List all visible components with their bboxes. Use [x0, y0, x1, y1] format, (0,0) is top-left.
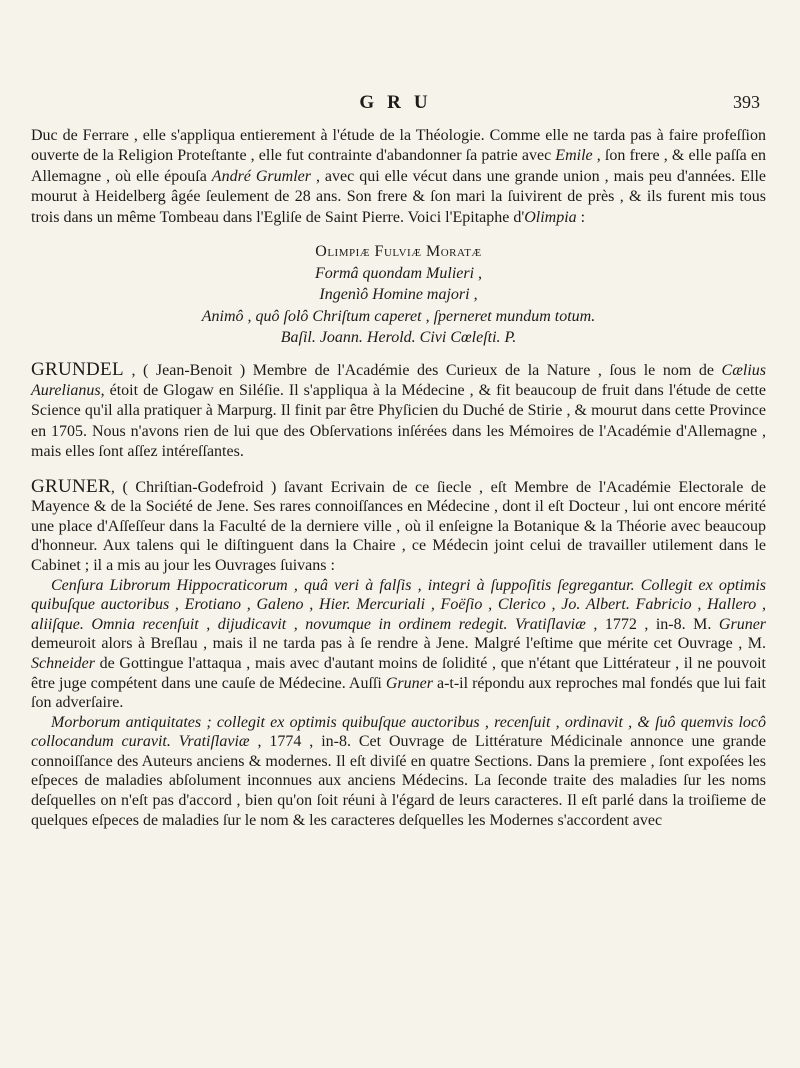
epitaph-line: Animô , quô ſolô Chriſtum caperet , ſperneret mundum totum. — [201, 307, 596, 325]
work-text: a-t-il répondu aux reproches mal fondés que lui fait ſon adverſaire. — [31, 674, 767, 712]
spacer — [31, 463, 766, 477]
headword-gruner: GRUNER — [31, 475, 111, 497]
name-schneider: Schneider — [31, 654, 95, 672]
work-text: , 1772 , in-8. M. — [585, 615, 719, 633]
page-number: 393 — [733, 92, 760, 112]
intro-text: Duc de Ferrare , elle s'appliqua entierement à l'étude de la Théologie. Comme elle ne tarda pas à faire profeſſion ouverte de la Religion Proteſtante , elle fut contrainte d'abandonner ſa patrie avec — [31, 127, 766, 165]
running-title: GRU — [359, 92, 441, 113]
intro-text: : — [576, 208, 586, 226]
entry-text: , étoit de Glogaw en Siléſie. Il s'appliqua à la Médecine , & fit beaucoup de fruit dans l'étude de cette Science qu'il alla pratiquer à Marpurg. Il finit par être Phyſicien du Duché de Stirie , & mourut dans cette Province en 1705. Nous n'avons rien de lui que des Obſervations inſérées dans les Mémoires de l'Académie d'Allemagne , mais elles ſont aſſez intéreſſantes. — [31, 381, 766, 461]
work-title: Cenſura Librorum Hippocraticorum , quâ veri à falſis , integri à ſuppoſitis ſegregantur. Collegit ex optimis quibuſque auctoribus , Erotiano , Galeno , Hier. Mercuriali , Foëſio , Clerico , Jo. Albert. Fabricio , Hallero , aliiſque. Omnia recenſuit , dijudicavit , novumque in ordinem redegit. Vratiſlaviæ — [31, 576, 766, 633]
page-header — [0, 92, 800, 122]
epitaph-line: Formâ quondam Mulieri , — [314, 264, 483, 282]
work-morborum — [31, 713, 766, 831]
epitaph-line: Ingenìô Homine majori , — [319, 286, 478, 304]
name-emile: Emile — [555, 147, 593, 165]
entry-text: , ( Jean-Benoit ) Membre de l'Académie des Curieux de la Nature , ſous le nom de — [123, 361, 722, 379]
entry-text: , ( Chriſtian-Godefroid ) ſavant Ecrivain de ce ſiecle , eſt Membre de l'Académie Electorale de Mayence & de la Société de Jene. Ses rares connoiſſances en Médecine , dont il eſt Docteur , lui ont encore mérité une place d'Aſſeſſeur dans la Faculté de la derniere ville , où il enſeigne la Botanique & la Théorie avec beaucoup d'honneur. Aux talens qui le diſtinguent dans la Chaire , ce Médecin joint celui de travailler utilement dans le Cabinet ; il a mis au jour les Ouvrages ſuivans : — [31, 478, 766, 574]
page-body — [31, 126, 766, 830]
name-olimpia: Olimpia — [524, 208, 577, 226]
entry-grundel — [31, 360, 766, 463]
headword-grundel: GRUNDEL — [31, 358, 124, 380]
work-censura — [31, 576, 766, 713]
epitaph-line: Baſil. Joann. Herold. Civi Cœleſti. P. — [280, 329, 517, 347]
epitaph-title: Olimpiæ Fulviæ Moratæ — [315, 243, 482, 261]
work-title: Morborum antiquitates ; collegit ex optimis quibuſque auctoribus , recenſuit , ordinavit , & ſuô quemvis locô collocandum curavit. Vratiſlaviæ — [31, 713, 766, 751]
entry-gruner — [31, 477, 766, 576]
intro-text: , ſon frere , & elle paſſa en Allemagne , où elle épouſa — [31, 147, 766, 185]
name-gruner: Gruner — [385, 674, 433, 692]
name-grumler: André Grumler — [211, 167, 311, 185]
epitaph — [31, 241, 766, 349]
work-text: demeuroit alors à Breſlau , mais il ne tarda pas à ſe rendre à Jene. Malgré l'eſtime que mérite cet Ouvrage , M. — [31, 635, 766, 653]
alias-caelius: Cælius Aurelianus — [31, 361, 766, 399]
intro-paragraph — [31, 126, 766, 228]
work-text: de Gottingue l'attaqua , mais avec d'autant moins de ſolidité , que n'étant que Littérateur , il ne pouvoit être juge compétent dans une cauſe de Médecine. Auſſi — [31, 654, 766, 692]
work-text: , 1774 , in-8. Cet Ouvrage de Littérature Médicinale annonce une grande connoiſſance des Auteurs anciens & modernes. Il eſt diviſé en quatre Sections. Dans la premiere , ſont expoſées les eſpeces de maladies abſolument inconnues aux anciens Médecins. La ſeconde traite des maladies ſur les noms deſquelles on n'eſt pas d'accord , bien qu'on ſoit réuni à l'égard de leurs caracteres. Il eſt parlé dans la troiſieme de quelques eſpeces de maladies ſur le nom & les caracteres deſquelles les Modernes s'accordent avec — [31, 733, 767, 829]
name-gruner: Gruner — [718, 615, 767, 633]
intro-text: , avec qui elle vécut dans une grande union , mais peu d'années. Elle mourut à Heidelberg âgée ſeulement de 28 ans. Son frere & ſon mari la ſuivirent de près , & ils furent mis tous trois dans un même Tombeau dans l'Egliſe de Saint Pierre. Voici l'Epitaphe d' — [31, 167, 766, 226]
